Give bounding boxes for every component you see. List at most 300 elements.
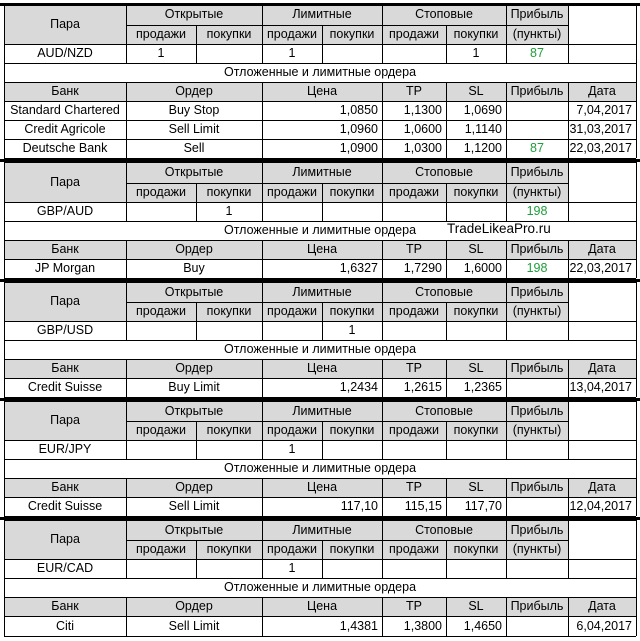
order-header-profit: Прибыль [506,478,568,497]
pending-orders-title: Отложенные и лимитные ордера [223,223,417,238]
grid-line-horizontal [0,159,640,162]
grid-line-vertical [262,520,263,578]
grid-line-horizontal [4,478,636,479]
grid-line-vertical [4,401,5,516]
grid-line-vertical [126,401,127,459]
grid-line-horizontal [4,636,636,637]
grid-line-vertical [636,4,637,158]
order-date: 22,03,2017 [569,261,632,276]
grid-line-vertical [506,520,507,578]
order-header-price: Цена [262,82,382,101]
grid-line-vertical [322,25,323,63]
grid-line-vertical [126,4,127,63]
grid-line-vertical [568,401,569,459]
header-stop: Стоповые [382,282,506,302]
grid-line-vertical [506,4,507,63]
order-header-order: Ордер [126,82,262,101]
grid-line-vertical [382,240,383,278]
grid-line-horizontal [0,517,640,520]
order-tp: 1,2615 [403,380,442,395]
order-date: 12,04,2017 [569,499,632,514]
header-points: (пункты) [506,421,568,440]
header-open-sells: продажи [126,540,196,559]
empty-cell [568,440,636,459]
order-header-order: Ордер [126,597,262,616]
order-type: Sell Limit [168,618,220,633]
header-open-sells: продажи [126,25,196,44]
open-buys-value [196,321,262,340]
grid-line-vertical [196,302,197,340]
grid-line-vertical [262,478,263,516]
empty-cell [568,321,636,340]
order-price: 1,0900 [339,141,378,156]
watermark-text: TradeLikeaPro.ru [447,221,551,236]
grid-line-vertical [382,478,383,516]
grid-line-vertical [4,520,5,636]
order-header-bank: Банк [4,359,126,378]
grid-line-horizontal [4,82,636,83]
header-open: Открытые [126,162,262,183]
order-sl: 1,6000 [463,261,502,276]
grid-line-horizontal [4,520,636,521]
profit-points-value [506,559,568,578]
order-tp: 115,15 [404,499,442,514]
order-header-price: Цена [262,597,382,616]
order-header-date: Дата [568,597,636,616]
order-bank: Citi [55,618,75,633]
grid-line-horizontal [4,259,636,260]
grid-line-horizontal [4,63,636,64]
grid-line-horizontal [126,540,568,541]
header-points: (пункты) [506,183,568,202]
stop-sells-value [382,202,446,221]
order-header-sl: SL [446,597,506,616]
order-profit: 87 [530,141,544,156]
grid-line-vertical [126,478,127,516]
profit-points-value [506,440,568,459]
grid-line-vertical [636,520,637,636]
order-tp: 1,0600 [403,122,442,137]
order-header-price: Цена [262,240,382,259]
stop-sells-value [382,44,446,63]
header-open: Открытые [126,401,262,421]
order-header-price: Цена [262,478,382,497]
order-type: Buy Limit [168,380,220,395]
grid-line-horizontal [126,183,568,184]
open-sells-value [126,202,196,221]
header-open-buys: покупки [196,540,262,559]
limit-buys-value [322,440,382,459]
order-header-sl: SL [446,359,506,378]
header-stop-buys: покупки [446,25,506,44]
grid-line-vertical [636,401,637,516]
order-date: 6,04,2017 [576,618,632,633]
header-limit: Лимитные [262,162,382,183]
order-header-profit: Прибыль [506,359,568,378]
order-header-tp: TP [382,597,446,616]
grid-line-horizontal [4,440,636,441]
stop-buys-value [446,321,506,340]
order-header-bank: Банк [4,597,126,616]
grid-line-vertical [126,359,127,397]
stop-sells-value [382,321,446,340]
grid-line-vertical [636,282,637,397]
grid-line-vertical [506,597,507,636]
grid-line-horizontal [4,321,636,322]
grid-line-vertical [382,82,383,158]
grid-line-vertical [506,82,507,158]
header-stop-buys: покупки [446,540,506,559]
grid-line-horizontal [126,421,568,422]
order-price: 117,10 [340,499,378,514]
order-sl: 1,4650 [463,618,502,633]
order-profit [506,616,568,636]
limit-sells-value [262,321,322,340]
order-type: Buy Stop [168,103,220,118]
order-header-date: Дата [568,359,636,378]
open-sells-value: 1 [157,46,165,61]
grid-line-horizontal [4,578,636,579]
stop-sells-value [382,440,446,459]
grid-line-vertical [568,4,569,63]
grid-line-horizontal [4,340,636,341]
order-header-order: Ордер [126,478,262,497]
grid-line-vertical [126,82,127,158]
order-bank: Credit Suisse [27,499,103,514]
order-bank: JP Morgan [34,261,96,276]
grid-line-horizontal [4,378,636,379]
grid-line-vertical [506,401,507,459]
limit-buys-value [322,202,382,221]
header-open-buys: покупки [196,25,262,44]
order-header-bank: Банк [4,240,126,259]
header-profit: Прибыль [506,401,568,421]
grid-line-vertical [262,4,263,63]
grid-line-vertical [4,162,5,278]
grid-line-vertical [446,25,447,63]
header-open-buys: покупки [196,421,262,440]
order-date: 22,03,2017 [569,141,632,156]
grid-line-vertical [126,282,127,340]
grid-line-vertical [568,82,569,158]
header-limit-sells: продажи [262,540,322,559]
order-profit [506,101,568,120]
grid-line-vertical [322,302,323,340]
grid-line-vertical [446,597,447,636]
header-open: Открытые [126,520,262,540]
pending-orders-title: Отложенные и лимитные ордера [223,461,417,476]
header-empty [568,401,636,421]
order-header-date: Дата [568,478,636,497]
limit-sells-value [262,202,322,221]
order-price: 1,0960 [339,122,378,137]
grid-line-vertical [568,282,569,340]
grid-line-horizontal [4,162,636,163]
grid-line-vertical [506,282,507,340]
header-stop-sells: продажи [382,540,446,559]
stop-buys-value [446,202,506,221]
grid-line-vertical [446,302,447,340]
order-header-profit: Прибыль [506,597,568,616]
order-profit [506,378,568,397]
header-pair: Пара [4,282,126,321]
grid-line-vertical [568,162,569,221]
header-stop-sells: продажи [382,302,446,321]
grid-line-vertical [262,240,263,278]
grid-line-vertical [382,401,383,459]
header-empty [568,4,636,25]
header-open-sells: продажи [126,183,196,202]
order-bank: Deutsche Bank [22,141,108,156]
grid-line-horizontal [0,3,640,6]
grid-line-vertical [196,421,197,459]
order-sl: 1,1200 [463,141,502,156]
header-points: (пункты) [506,25,568,44]
grid-line-horizontal [4,202,636,203]
pair-name: EUR/CAD [36,561,94,576]
header-stop-buys: покупки [446,302,506,321]
grid-line-horizontal [4,497,636,498]
header-stop: Стоповые [382,520,506,540]
grid-line-horizontal [4,139,636,140]
header-empty [568,162,636,183]
order-header-date: Дата [568,240,636,259]
grid-line-vertical [636,162,637,278]
limit-sells-value: 1 [288,442,296,457]
order-bank: Credit Agricole [24,122,106,137]
grid-line-vertical [262,162,263,221]
order-profit: 198 [526,261,548,276]
grid-line-horizontal [0,398,640,401]
order-type: Sell Limit [168,122,220,137]
header-stop-sells: продажи [382,421,446,440]
header-empty [568,540,636,559]
header-limit-sells: продажи [262,421,322,440]
header-limit-sells: продажи [262,302,322,321]
grid-line-vertical [446,240,447,278]
grid-line-vertical [126,240,127,278]
grid-line-vertical [322,183,323,221]
grid-line-vertical [446,183,447,221]
header-stop: Стоповые [382,401,506,421]
header-stop: Стоповые [382,4,506,25]
order-profit [506,120,568,139]
grid-line-horizontal [4,44,636,45]
header-open-sells: продажи [126,302,196,321]
grid-line-horizontal [4,240,636,241]
order-price: 1,4381 [339,618,378,633]
grid-line-vertical [262,597,263,636]
order-sl: 117,70 [464,499,502,514]
order-price: 1,6327 [339,261,378,276]
header-pair: Пара [4,401,126,440]
grid-line-vertical [4,282,5,397]
grid-line-vertical [568,359,569,397]
limit-buys-value: 1 [348,323,356,338]
limit-buys-value [322,559,382,578]
header-profit: Прибыль [506,4,568,25]
order-tp: 1,1300 [403,103,442,118]
header-limit-buys: покупки [322,183,382,202]
grid-line-vertical [382,162,383,221]
order-tp: 1,7290 [403,261,442,276]
limit-sells-value: 1 [288,46,296,61]
stop-sells-value [382,559,446,578]
grid-line-horizontal [0,279,640,282]
grid-line-vertical [126,520,127,578]
header-empty [568,302,636,321]
grid-line-vertical [126,597,127,636]
grid-line-vertical [262,359,263,397]
open-buys-value: 1 [225,204,233,219]
order-price: 1,0850 [339,103,378,118]
grid-line-vertical [568,478,569,516]
limit-buys-value [322,44,382,63]
open-sells-value [126,321,196,340]
order-header-price: Цена [262,359,382,378]
order-sl: 1,1140 [464,122,502,137]
grid-line-vertical [382,597,383,636]
header-open: Открытые [126,282,262,302]
order-type: Sell Limit [168,499,220,514]
grid-line-horizontal [4,459,636,460]
order-type: Buy [183,261,205,276]
grid-line-horizontal [4,401,636,402]
header-limit: Лимитные [262,401,382,421]
grid-line-horizontal [4,282,636,283]
grid-line-vertical [262,401,263,459]
header-points: (пункты) [506,302,568,321]
header-pair: Пара [4,162,126,202]
order-header-tp: TP [382,240,446,259]
grid-line-vertical [568,240,569,278]
order-date: 7,04,2017 [576,103,632,118]
order-tp: 1,3800 [403,618,442,633]
order-header-order: Ордер [126,359,262,378]
order-header-sl: SL [446,240,506,259]
order-header-sl: SL [446,82,506,101]
profit-points-value: 198 [526,204,548,219]
header-pair: Пара [4,4,126,44]
header-empty [568,520,636,540]
order-bank: Credit Suisse [27,380,103,395]
order-profit [506,497,568,516]
grid-line-vertical [262,282,263,340]
grid-line-vertical [262,82,263,158]
header-stop-sells: продажи [382,183,446,202]
grid-line-vertical [446,82,447,158]
order-header-profit: Прибыль [506,82,568,101]
grid-line-horizontal [4,597,636,598]
grid-line-vertical [382,520,383,578]
pending-orders-title: Отложенные и лимитные ордера [223,342,417,357]
header-stop-buys: покупки [446,421,506,440]
grid-line-vertical [196,25,197,63]
order-tp: 1,0300 [403,141,442,156]
header-open-sells: продажи [126,421,196,440]
header-open-buys: покупки [196,183,262,202]
grid-line-horizontal [126,25,568,26]
grid-line-vertical [382,282,383,340]
limit-sells-value: 1 [288,561,296,576]
order-header-bank: Банк [4,82,126,101]
grid-line-vertical [446,478,447,516]
order-date: 13,04,2017 [569,380,632,395]
header-limit-sells: продажи [262,183,322,202]
empty-cell [568,44,636,63]
header-pair: Пара [4,520,126,559]
pair-name: GBP/USD [36,323,94,338]
order-sl: 1,0690 [463,103,502,118]
stop-buys-value [446,559,506,578]
header-empty [568,282,636,302]
grid-line-horizontal [4,616,636,617]
profit-points-value: 87 [530,46,544,61]
order-date: 31,03,2017 [569,122,632,137]
profit-points-value [506,321,568,340]
grid-line-horizontal [4,559,636,560]
grid-line-vertical [506,162,507,221]
header-stop: Стоповые [382,162,506,183]
pair-name: AUD/NZD [37,46,93,61]
stop-buys-value: 1 [472,46,480,61]
grid-line-vertical [506,478,507,516]
empty-cell [568,202,636,221]
order-sl: 1,2365 [463,380,502,395]
pair-name: GBP/AUD [36,204,94,219]
header-limit-buys: покупки [322,25,382,44]
header-empty [568,183,636,202]
open-sells-value [126,440,196,459]
order-header-tp: TP [382,82,446,101]
open-sells-value [126,559,196,578]
header-stop-sells: продажи [382,25,446,44]
grid-line-vertical [382,359,383,397]
grid-line-vertical [196,540,197,578]
order-type: Sell [183,141,205,156]
open-buys-value [196,440,262,459]
header-limit-buys: покупки [322,302,382,321]
header-profit: Прибыль [506,282,568,302]
order-header-order: Ордер [126,240,262,259]
header-profit: Прибыль [506,520,568,540]
stop-buys-value [446,440,506,459]
header-points: (пункты) [506,540,568,559]
header-empty [568,421,636,440]
header-empty [568,25,636,44]
pending-orders-title: Отложенные и лимитные ордера [223,580,417,595]
grid-line-vertical [126,162,127,221]
header-limit: Лимитные [262,4,382,25]
grid-line-vertical [196,183,197,221]
grid-line-vertical [568,520,569,578]
open-buys-value [196,559,262,578]
grid-line-horizontal [126,302,568,303]
open-buys-value [196,44,262,63]
grid-line-horizontal [4,101,636,102]
order-price: 1,2434 [339,380,378,395]
grid-line-vertical [568,597,569,636]
order-header-profit: Прибыль [506,240,568,259]
pending-orders-title: Отложенные и лимитные ордера [223,65,417,80]
grid-line-vertical [446,540,447,578]
header-limit-buys: покупки [322,421,382,440]
grid-line-vertical [322,421,323,459]
grid-line-horizontal [4,359,636,360]
header-open-buys: покупки [196,302,262,321]
header-limit-sells: продажи [262,25,322,44]
order-header-tp: TP [382,359,446,378]
